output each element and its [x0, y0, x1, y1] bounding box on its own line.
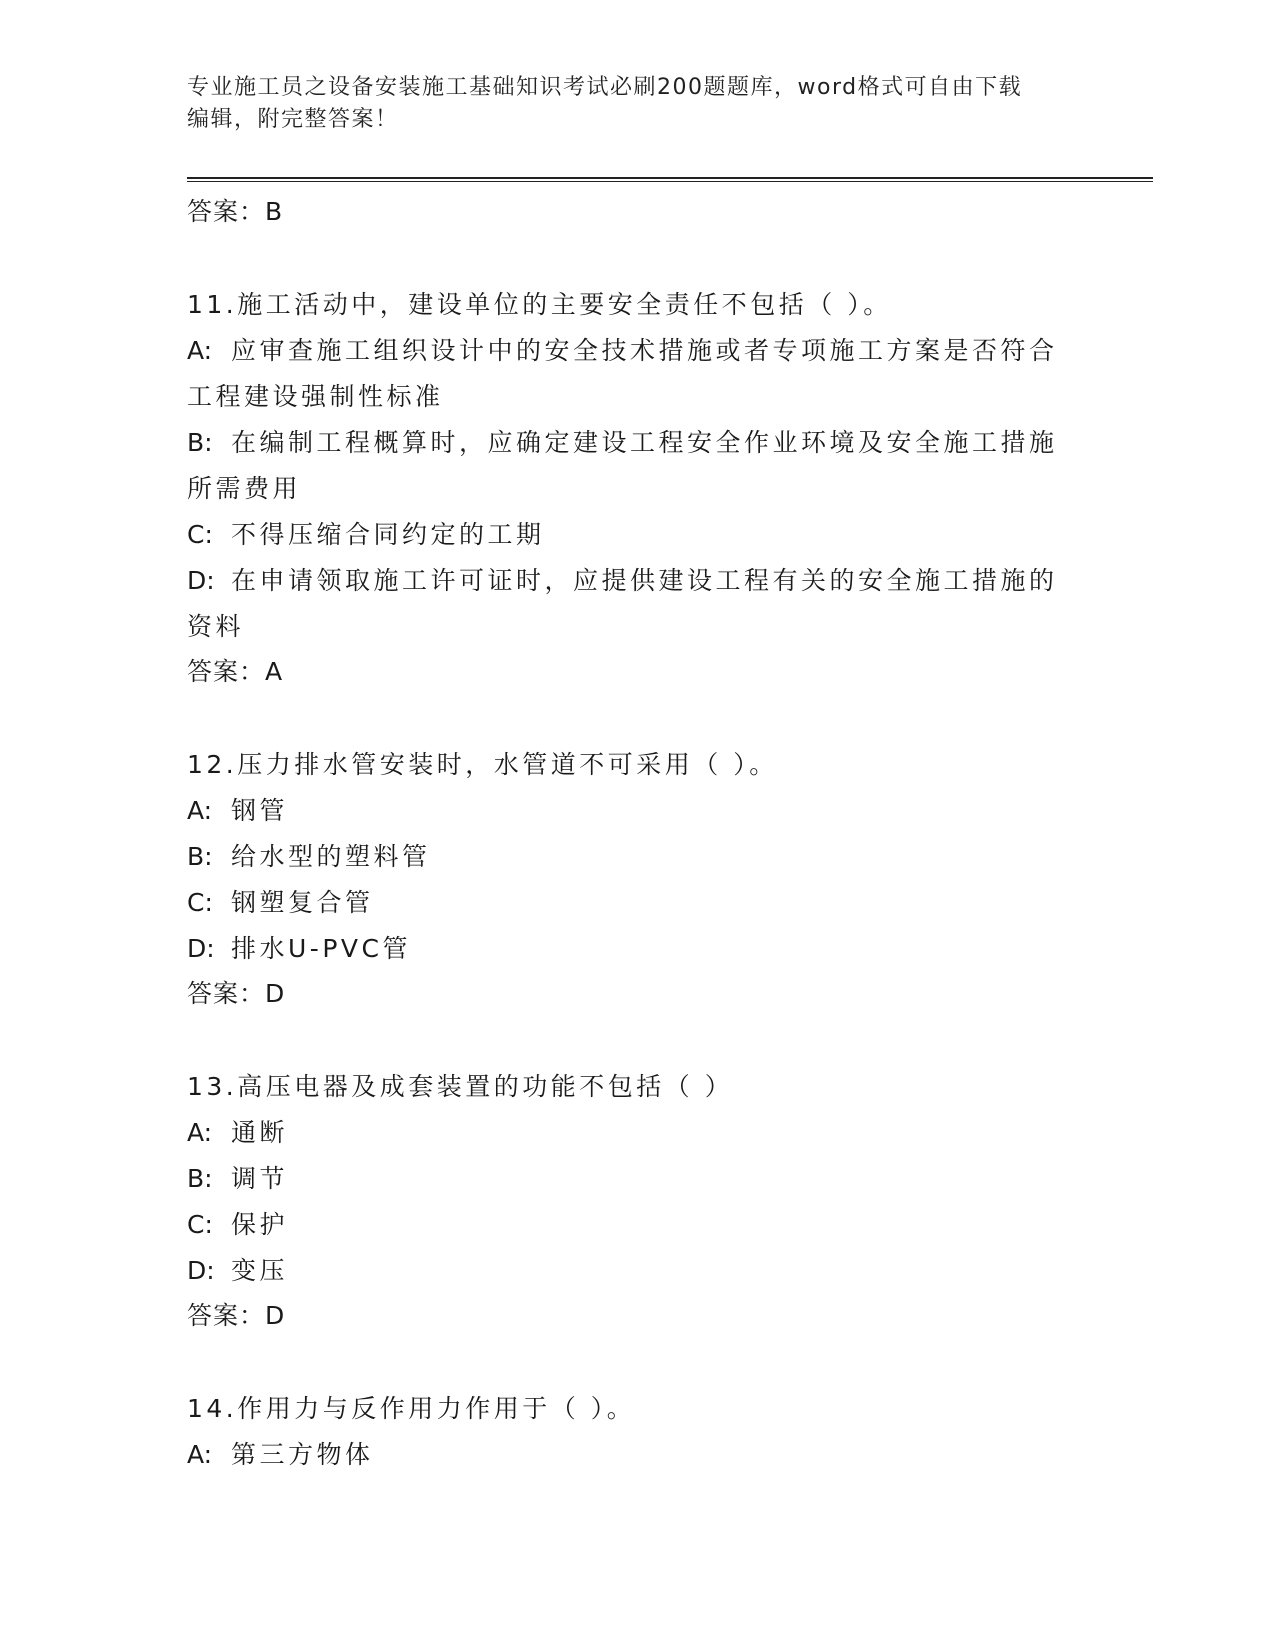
option-a [187, 1432, 1127, 1478]
option-letter: C: [187, 888, 213, 917]
question-11 [187, 282, 1127, 694]
option-letter: A: [187, 796, 213, 825]
option-d [187, 926, 1127, 972]
option-c [187, 512, 1127, 558]
question-12 [187, 742, 1127, 1016]
option-a [187, 788, 1127, 834]
option-b [187, 420, 1127, 466]
header-line-1: 专业施工员之设备安装施工基础知识考试必刷200题题库，word格式可自由下载 [187, 75, 1023, 100]
document-body [187, 190, 1127, 1478]
option-a [187, 1110, 1127, 1156]
option-letter: B: [187, 842, 213, 871]
option-b-continued [187, 466, 1127, 512]
page-header [187, 72, 1087, 136]
answer: 答案：D [187, 979, 286, 1008]
option-letter: B: [187, 1164, 213, 1193]
option-text: 排水U-PVC管 [231, 934, 411, 963]
option-text: 不得压缩合同约定的工期 [231, 520, 545, 549]
option-c [187, 880, 1127, 926]
option-letter: D: [187, 934, 215, 963]
option-text: 在申请领取施工许可证时，应提供建设工程有关的安全施工措施的 [231, 566, 1058, 595]
option-text: 第三方物体 [231, 1440, 374, 1469]
question-13 [187, 1064, 1127, 1338]
option-text: 工程建设强制性标准 [187, 382, 444, 411]
option-text: 给水型的塑料管 [231, 842, 431, 871]
option-text: 应审查施工组织设计中的安全技术措施或者专项施工方案是否符合 [231, 336, 1058, 365]
question-stem: 11.施工活动中，建设单位的主要安全责任不包括（ ）。 [187, 290, 892, 319]
option-d-continued [187, 604, 1127, 650]
option-letter: A: [187, 1440, 213, 1469]
header-line-2: 编辑，附完整答案！ [187, 107, 399, 132]
option-c [187, 1202, 1127, 1248]
option-letter: C: [187, 520, 213, 549]
option-text: 通断 [231, 1118, 289, 1147]
previous-answer: 答案：B [187, 197, 284, 226]
option-letter: C: [187, 1210, 213, 1239]
option-a [187, 328, 1127, 374]
question-14 [187, 1386, 1127, 1478]
option-text: 变压 [231, 1256, 289, 1285]
option-letter: B: [187, 428, 213, 457]
option-a-continued [187, 374, 1127, 420]
option-d [187, 1248, 1127, 1294]
question-stem: 14.作用力与反作用力作用于（ ）。 [187, 1394, 636, 1423]
answer: 答案：A [187, 657, 284, 686]
option-text: 钢塑复合管 [231, 888, 374, 917]
header-rule [187, 177, 1153, 182]
option-b [187, 834, 1127, 880]
option-letter: D: [187, 566, 215, 595]
option-letter: D: [187, 1256, 215, 1285]
option-text: 调节 [231, 1164, 289, 1193]
option-b [187, 1156, 1127, 1202]
option-text: 所需费用 [187, 474, 302, 503]
option-text: 在编制工程概算时，应确定建设工程安全作业环境及安全施工措施 [231, 428, 1058, 457]
question-stem: 13.高压电器及成套装置的功能不包括（ ） [187, 1072, 734, 1101]
question-stem: 12.压力排水管安装时，水管道不可采用（ ）。 [187, 750, 778, 779]
option-d [187, 558, 1127, 604]
option-text: 资料 [187, 612, 245, 641]
option-text: 保护 [231, 1210, 289, 1239]
option-letter: A: [187, 1118, 213, 1147]
answer: 答案：D [187, 1301, 286, 1330]
option-text: 钢管 [231, 796, 289, 825]
option-letter: A: [187, 336, 213, 365]
